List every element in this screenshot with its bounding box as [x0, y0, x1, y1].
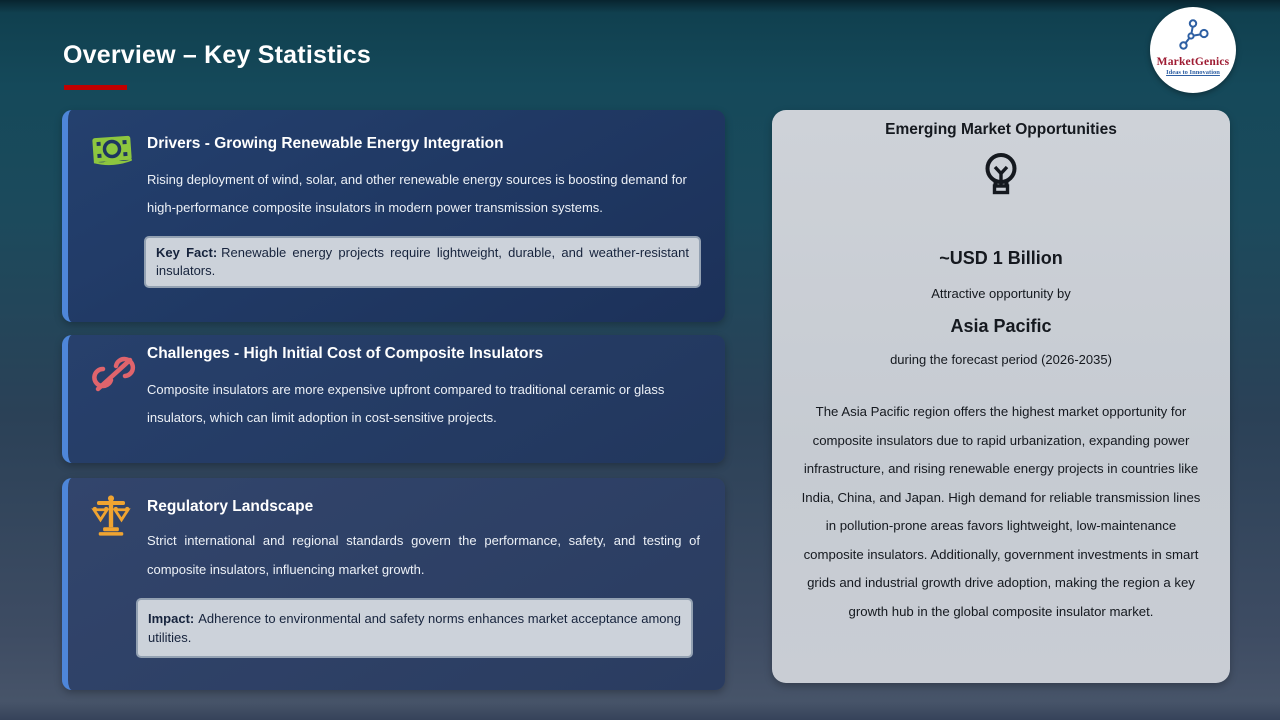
impact-box [136, 598, 693, 658]
card-heading: Regulatory Landscape [147, 498, 314, 515]
key-fact-text: Renewable energy projects require lightweight, durable, and weather-resistant insulators. [156, 245, 689, 278]
opportunity-region: Asia Pacific [950, 316, 1052, 336]
emerging-opportunities-panel [772, 110, 1230, 683]
opportunity-value: ~USD 1 Billion [939, 248, 1063, 268]
opportunity-period: during the forecast period (2026-2035) [890, 352, 1112, 367]
regulatory-card [62, 478, 725, 690]
panel-title: Emerging Market Opportunities [885, 121, 1117, 138]
impact-label: Impact: [148, 611, 195, 626]
title-underline [64, 85, 127, 90]
card-body: Rising deployment of wind, solar, and other renewable energy sources is boosting demand for high-performance composite insulators in modern power transmission systems. [147, 172, 687, 215]
key-fact-box [144, 236, 701, 288]
network-nodes-icon [1176, 18, 1210, 55]
impact-text: Adherence to environmental and safety norms enhances market acceptance among utilities. [148, 611, 681, 645]
card-heading: Challenges - High Initial Cost of Composite Insulators [147, 345, 544, 362]
card-body: Strict international and regional standards govern the performance, safety, and testing of composite insulators, influencing market growth. [147, 533, 700, 577]
money-icon [90, 130, 134, 173]
card-heading: Drivers - Growing Renewable Energy Integration [147, 135, 504, 152]
opportunity-caption: Attractive opportunity by [931, 286, 1071, 301]
scales-icon [90, 492, 132, 543]
page-title: Overview – Key Statistics [63, 41, 371, 69]
drivers-card [62, 110, 725, 322]
opportunity-description: The Asia Pacific region offers the highest market opportunity for composite insulators due to rapid urbanization, expanding power infrastructure, and rising renewable energy projects in countries like India, China, and Japan. High demand for reliable transmission lines in pollution-prone areas favors lightweight, low-maintenance composite insulators. Additionally, government investments in smart grids and industrial growth drive adoption, making the region a key growth hub in the global composite insulator market. [801, 404, 1201, 619]
card-body: Composite insulators are more expensive upfront compared to traditional ceramic or glass insulators, which can limit adoption in cost-sensitive projects. [147, 382, 665, 425]
broken-link-icon [90, 349, 138, 402]
logo-name: MarketGenics [1156, 56, 1230, 68]
challenges-card [62, 335, 725, 463]
logo-tagline: Ideas to Innovation [1166, 69, 1220, 76]
marketgenics-logo [1150, 7, 1236, 93]
key-fact-label: Key Fact: [156, 245, 218, 260]
lightbulb-icon [772, 149, 1230, 208]
